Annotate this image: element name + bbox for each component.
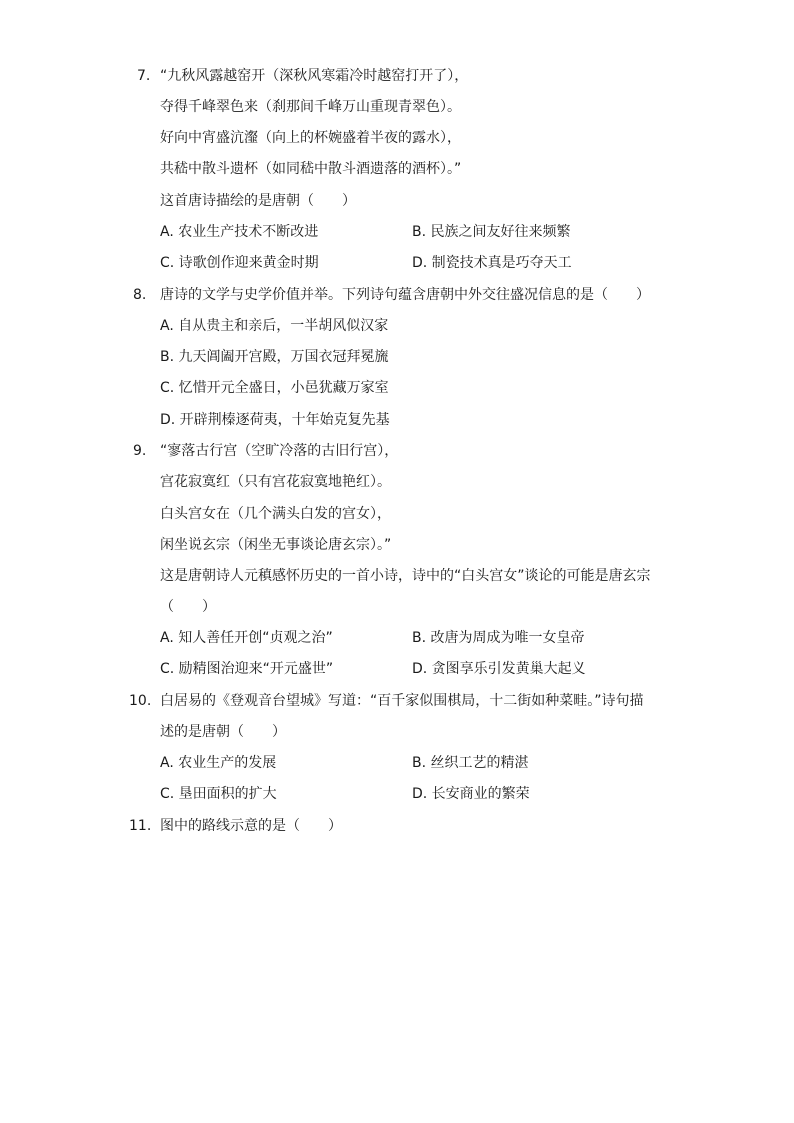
question-10-option-a: A. 农业生产的发展 — [160, 755, 277, 771]
question-7-line-1: “九秋风露越窑开（深秋风寒霜冷时越窑打开了）， — [160, 68, 469, 84]
question-9-line-3: 白头宫女在（几个满头白发的宫女）， — [160, 506, 391, 522]
question-9-option-c: C. 励精图治迎来“开元盛世” — [160, 661, 334, 677]
question-8-number: 8. — [133, 287, 147, 303]
question-8-option-b: B. 九天阊阖开宫殿，万国衣冠拜冕旒 — [160, 349, 389, 365]
question-9-line-4: 闲坐说玄宗（闲坐无事谈论唐玄宗）。” — [160, 537, 392, 553]
question-7-line-2: 夺得千峰翠色来（刹那间千峰万山重现青翠色）。 — [160, 99, 461, 115]
question-8-option-a: A. 自从贵主和亲后，一半胡风似汉家 — [160, 318, 389, 334]
question-8-option-c: C. 忆惜开元全盛日，小邑犹藏万家室 — [160, 380, 389, 396]
question-10-option-b: B. 丝织工艺的精湛 — [412, 755, 529, 771]
question-10-number: 10. — [129, 693, 152, 709]
question-8-stem: 唐诗的文学与史学价值并举。下列诗句蕴含唐朝中外交往盛况信息的是（ ） — [160, 287, 650, 303]
question-7-number: 7. — [137, 68, 151, 84]
question-9-number: 9. — [133, 443, 147, 459]
question-7-option-d: D. 制瓷技术真是巧夺天工 — [412, 255, 572, 271]
question-7-line-3: 好向中宵盛沆瀣（向上的杯婉盛着半夜的露水）， — [160, 130, 461, 146]
question-9-line-2: 宫花寂寞红（只有宫花寂寞地艳红）。 — [160, 474, 391, 490]
question-8-option-d: D. 开辟荆榛逐荷夷，十年始克复先基 — [160, 412, 390, 428]
question-10-option-c: C. 垦田面积的扩大 — [160, 786, 277, 802]
question-9-line-1: “寥落古行宫（空旷冷落的古旧行宫）， — [160, 443, 399, 459]
question-7-option-c: C. 诗歌创作迎来黄金时期 — [160, 255, 319, 271]
question-10-option-d: D. 长安商业的繁荣 — [412, 786, 530, 802]
question-7-option-b: B. 民族之间友好往来频繁 — [412, 224, 571, 240]
question-10-stem: 白居易的《登观音台望城》写道：“百千家似围棋局，十二街如种菜畦。”诗句描 — [160, 693, 644, 709]
question-7-stem: 这首唐诗描绘的是唐朝（ ） — [160, 193, 356, 209]
question-11-number: 11. — [129, 818, 152, 834]
question-9-option-a: A. 知人善任开创“贞观之治” — [160, 630, 333, 646]
question-9-option-b: B. 改唐为周成为唯一女皇帝 — [412, 630, 585, 646]
question-9-stem-cont: （ ） — [160, 599, 216, 615]
question-11-stem: 图中的路线示意的是（ ） — [160, 818, 342, 834]
question-7-option-a: A. 农业生产技术不断改进 — [160, 224, 319, 240]
question-10-stem-cont: 述的是唐朝（ ） — [160, 724, 286, 740]
question-9-option-d: D. 贪图享乐引发黄巢大起义 — [412, 661, 586, 677]
question-9-stem: 这是唐朝诗人元稹感怀历史的一首小诗，诗中的“白头宫女”谈论的可能是唐玄宗 — [160, 568, 651, 584]
question-7-line-4: 共嵇中散斗遗杯（如同嵇中散斗酒遗落的酒杯）。” — [160, 161, 462, 177]
